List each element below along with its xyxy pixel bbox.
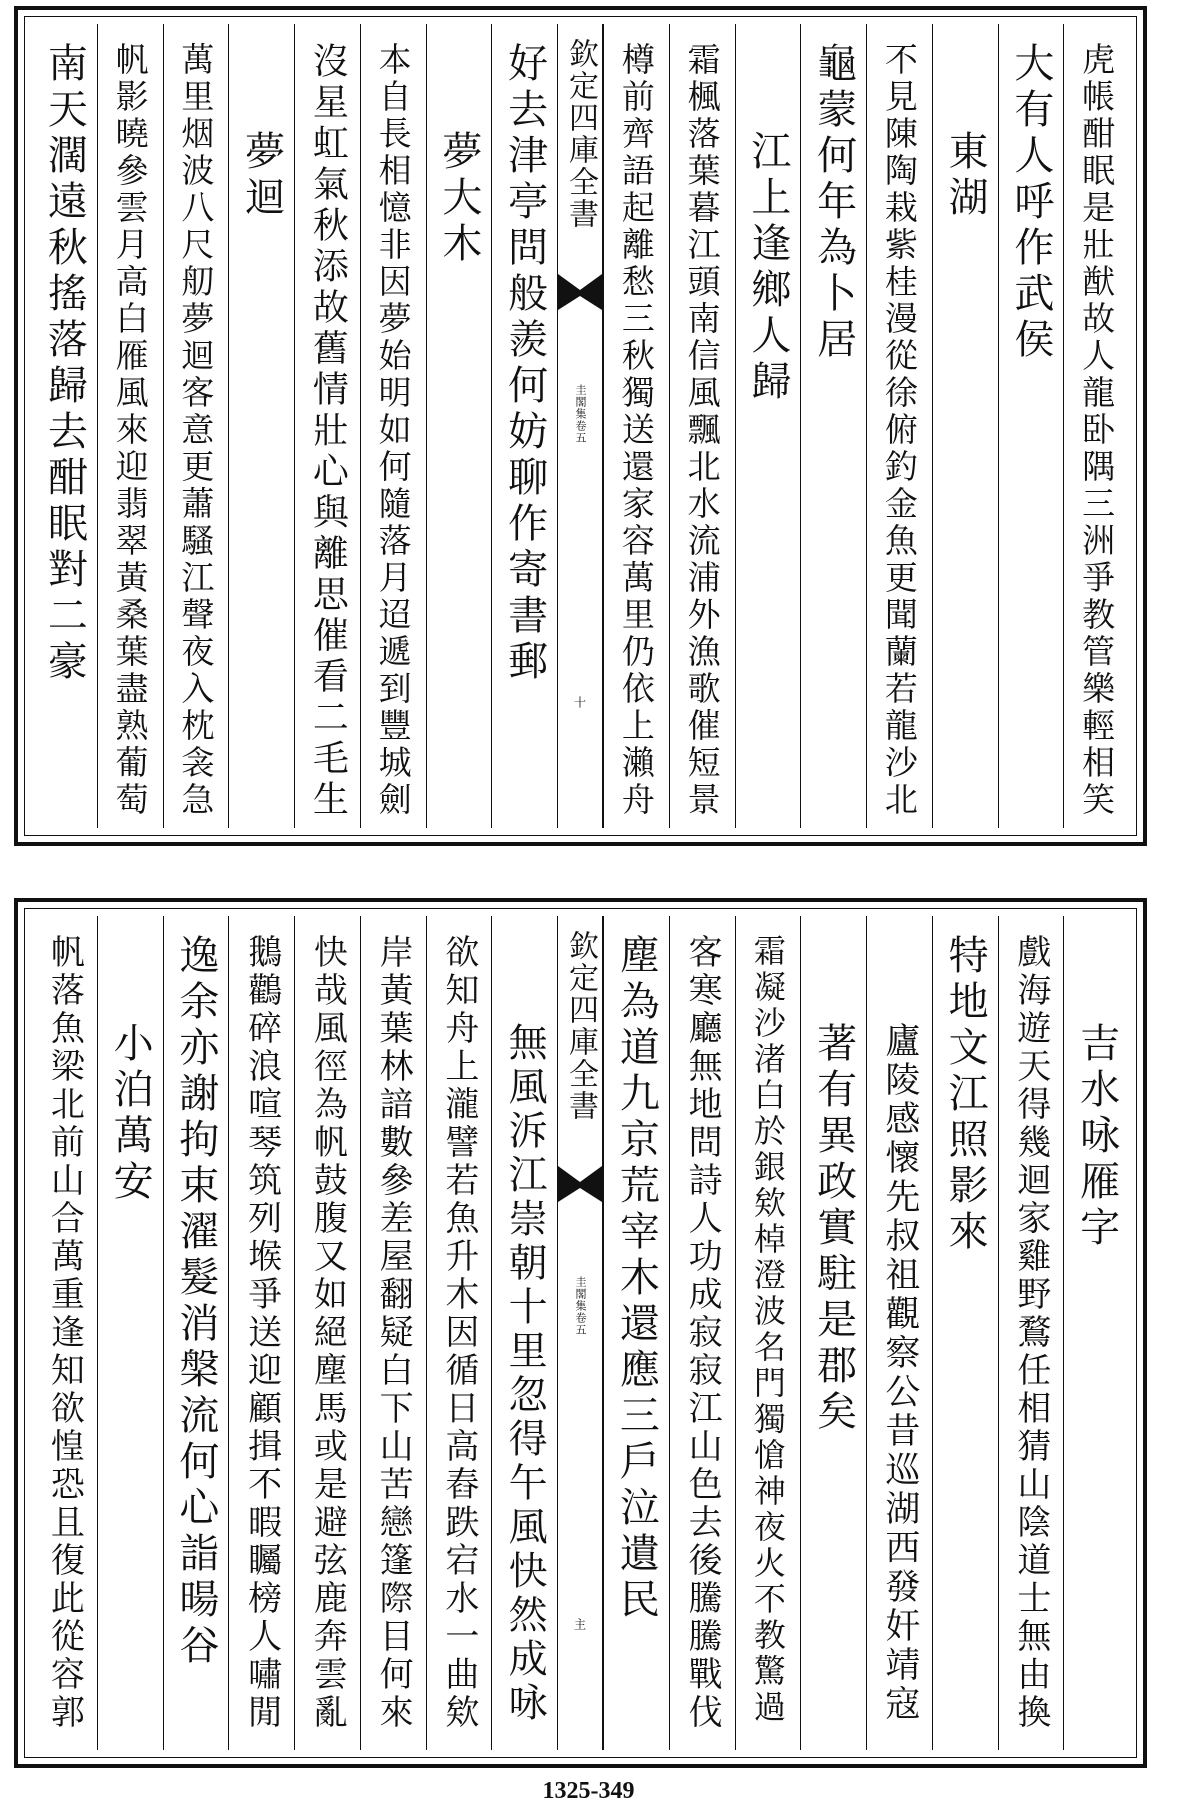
column-text: 龜蒙何年為卜居 [810,42,857,364]
text-column [998,916,1064,1750]
column-text: 欲知舟上瀧譬若魚升木因循日高舂跌宕水一曲欸 [438,934,479,1732]
column-text: 本自長相憶非因夢始明如何隨落月迢遞到豐城劍 [373,42,413,819]
poem-title-column [932,24,998,828]
column-text: 帆影曉參雲月高白雁風來迎翡翠黃桑葉盡熟葡萄 [110,42,150,819]
poem-title: 著有異政實駐是郡矣 [810,1022,857,1436]
text-column [491,24,557,828]
text-column [360,916,426,1750]
text-column [228,916,294,1750]
column-text: 岸黃葉林諳數參差屋翻疑白下山苦戀篷際目何來 [373,934,414,1732]
column-text: 虎帳酣眠是壯猷故人龍卧隅三洲爭教管樂輕相笑 [1077,42,1117,819]
text-column [32,24,97,828]
poem-title: 東湖 [942,130,989,222]
fish-tail-mark-icon [558,1166,602,1202]
poem-title-column [491,916,557,1750]
volume-label: 圭閣集卷五 [574,1276,587,1336]
poem-title-column [866,916,932,1750]
text-column [603,916,669,1750]
text-column [669,916,735,1750]
poem-title-column [228,24,294,828]
text-column [800,24,866,828]
text-column [932,916,998,1750]
volume-label: 圭閣集卷五 [574,384,587,444]
column-text: 好去津亭問般羨何妨聊作寄書郵 [501,42,548,686]
column-text: 萬里烟波八尺舠夢迴客意更蕭騷江聲夜入枕衾急 [176,42,216,819]
column-text: 快哉風徑為帆鼓腹又如絕塵馬或是避弦鹿奔雲亂 [307,934,348,1732]
column-text: 大有人呼作武侯 [1007,42,1054,364]
poem-title: 夢大木 [435,130,482,268]
folio-number: 十 [572,696,587,708]
top-page [14,6,1147,846]
text-column [360,24,426,828]
poem-title-column [97,916,163,1750]
column-text: 帆落魚梁北前山合萬重逢知欲惶恐且復此從容郭 [44,934,85,1732]
text-column [163,24,229,828]
top-page-columns [32,24,1129,828]
text-column [669,24,735,828]
text-column [97,24,163,828]
poem-title-column [800,916,866,1750]
text-column [1063,24,1129,828]
column-text: 鵝鸛碎浪喧琴筑列堠爭送迎顧揖不暇矚榜人嘯閒 [241,934,282,1732]
text-column [603,24,669,828]
book-heading: 欽定四庫全書 [563,38,598,230]
text-column [294,916,360,1750]
text-column [735,916,801,1750]
bottom-page-columns [32,916,1129,1750]
fish-tail-mark-icon [558,274,602,310]
column-text: 特地文江照影來 [942,934,989,1256]
column-text: 逸余亦謝拘束濯髮消槃流何心詣暘谷 [172,934,219,1670]
column-text: 南天濶遠秋搖落歸去酣眠對二豪 [41,42,88,686]
folio-number: 主 [572,1618,587,1630]
poem-title: 吉水咏雁字 [1073,1022,1120,1252]
text-column [32,916,97,1750]
column-text: 霜楓落葉暮江頭南信風飄北水流浦外漁歌催短景 [682,42,722,819]
poem-title: 無風泝江崇朝十里忽得午風快然成咏 [502,1022,548,1726]
text-column [426,916,492,1750]
bottom-page [14,898,1147,1768]
poem-title-column [1063,916,1129,1750]
poem-title: 夢迴 [238,130,285,222]
text-column [294,24,360,828]
page-footer-number: 1325-349 [542,1778,635,1804]
column-text: 客寒廳無地問詩人功成寂寂江山色去後騰騰戰伐 [682,934,723,1732]
column-text: 樽前齊語起離愁三秋獨送還家容萬里仍依上瀨舟 [616,42,656,819]
poem-title: 小泊萬安 [107,1022,154,1206]
text-column [163,916,229,1750]
poem-title-column [426,24,492,828]
poem-title: 江上逢鄉人歸 [744,130,791,406]
column-text: 沒星虹氣秋添故舊情壯心與離思催看二毛生 [307,42,349,821]
poem-title-column [735,24,801,828]
book-heading: 欽定四庫全書 [563,930,598,1122]
poem-title: 廬陵感懷先叔祖觀察公昔巡湖西發奸靖寇 [879,1022,920,1724]
column-text: 塵為道九京荒宰木還應三戶泣遺民 [613,934,660,1624]
column-text: 戲海遊天得幾迴家雞野鶩任相猜山陰道士無由換 [1010,934,1051,1732]
text-column [866,24,932,828]
column-text: 霜凝沙渚白於銀欸棹澄波名門獨愴神夜火不教驚過 [748,934,787,1726]
center-fold [557,916,603,1750]
text-column [998,24,1064,828]
column-text: 不見陳陶栽紫桂漫從徐俯釣金魚更聞蘭若龍沙北 [879,42,919,819]
center-fold [557,24,603,828]
